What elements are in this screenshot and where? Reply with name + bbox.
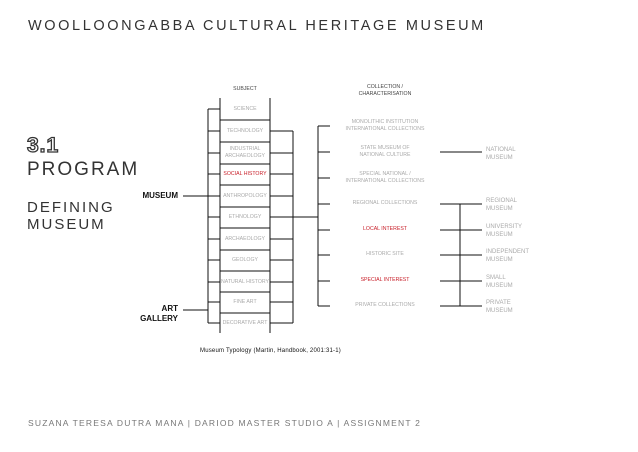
collection-local-interest: LOCAL INTEREST: [363, 226, 407, 232]
section-subtitle-line1: DEFINING: [27, 199, 115, 216]
type-national-line1: NATIONAL: [486, 147, 516, 153]
subject-archaeology: ARCHAEOLOGY: [224, 236, 266, 242]
subject-technology: TECHNOLOGY: [226, 128, 264, 134]
subject-ethnology: ETHNOLOGY: [228, 214, 262, 220]
type-regional-line1: REGIONAL: [486, 198, 518, 204]
subject-geology: GEOLOGY: [232, 257, 258, 263]
subject-science: SCIENCE: [233, 106, 257, 112]
type-university-line2: MUSEUM: [486, 232, 513, 238]
type-national-line2: MUSEUM: [486, 155, 513, 161]
section-title: PROGRAM: [27, 159, 140, 180]
subject-industrial-archaeology-line2: ARCHAEOLOGY: [224, 153, 266, 159]
type-regional-line2: MUSEUM: [486, 206, 513, 212]
subject-natural-history: NATURAL HISTORY: [221, 279, 269, 285]
collection-monolithic-line2: INTERNATIONAL COLLECTIONS: [345, 126, 425, 132]
art-gallery-label-line1: ART: [161, 304, 178, 313]
section-number: 3.1: [27, 134, 60, 157]
collection-historic-site: HISTORIC SITE: [366, 251, 404, 257]
subject-fine-art: FINE ART: [233, 299, 257, 305]
type-university-line1: UNIVERSITY: [486, 224, 523, 230]
subject-decorative-art: DECORATIVE ART: [222, 320, 268, 326]
museum-label: MUSEUM: [142, 191, 178, 200]
type-small-line2: MUSEUM: [486, 283, 513, 289]
collection-header-line1: COLLECTION /: [366, 84, 404, 90]
collection-special-national-line1: SPECIAL NATIONAL /: [359, 171, 411, 177]
collection-header-line2: CHARACTERISATION: [358, 91, 412, 97]
type-private-line2: MUSEUM: [486, 308, 513, 314]
footer-credits: SUZANA TERESA DUTRA MANA | DARIOD MASTER STUDIO A | ASSIGNMENT 2: [28, 418, 422, 428]
subject-header: SUBJECT: [233, 86, 257, 92]
collection-regional: REGIONAL COLLECTIONS: [352, 200, 418, 206]
collection-state-museum-line2: NATIONAL CULTURE: [359, 152, 411, 158]
collection-special-interest: SPECIAL INTEREST: [360, 277, 410, 283]
collection-monolithic-line1: MONOLITHIC INSTITUTION: [351, 119, 419, 125]
page-title: WOOLLOONGABBA CULTURAL HERITAGE MUSEUM: [28, 18, 486, 34]
collection-state-museum-line1: STATE MUSEUM OF: [360, 145, 410, 151]
collection-special-national-line2: INTERNATIONAL COLLECTIONS: [345, 178, 425, 184]
subject-industrial-archaeology-line1: INDUSTRIAL: [229, 146, 261, 152]
type-independent-line2: MUSEUM: [486, 257, 513, 263]
art-gallery-label-line2: GALLERY: [140, 314, 178, 323]
section-subtitle-line2: MUSEUM: [27, 216, 106, 233]
subject-anthropology: ANTHROPOLOGY: [223, 193, 267, 199]
collection-private: PRIVATE COLLECTIONS: [355, 302, 415, 308]
subject-social-history: SOCIAL HISTORY: [223, 171, 267, 177]
type-independent-line1: INDEPENDENT: [486, 249, 530, 255]
diagram-caption: Museum Typology (Martin, Handbook, 2001:31-1): [200, 348, 341, 354]
type-private-line1: PRIVATE: [486, 300, 511, 306]
type-small-line1: SMALL: [486, 275, 506, 281]
